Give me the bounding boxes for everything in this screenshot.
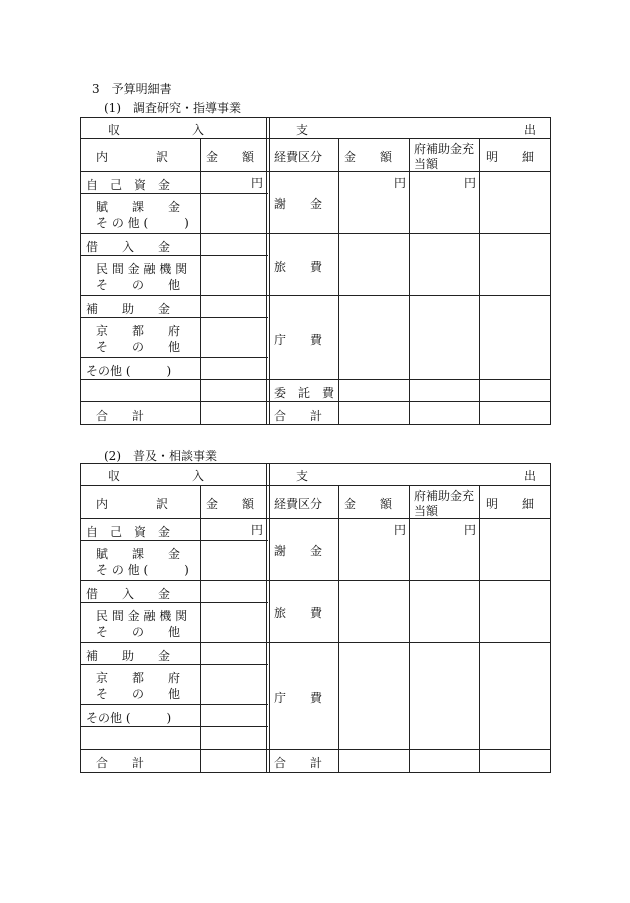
table1-income-item: 借 入 金 [86, 240, 171, 254]
table1-expense-category: 謝 金 [274, 197, 323, 211]
section-heading: 3 予算明細書 [92, 82, 172, 96]
table2-yen-amount: 円 [394, 523, 407, 537]
table1-income-item: そ の 他 [96, 278, 181, 292]
table2-expense-header: 支 出 [296, 469, 537, 483]
table1-income-item: 自 己 資 金 [86, 178, 171, 192]
table1-col-detail: 明 細 [486, 150, 535, 164]
table2-income-item: そ の 他 ( ) [96, 563, 189, 577]
table2-income-item: そ の 他 [96, 625, 181, 639]
table2-income-item: 自 己 資 金 [86, 525, 171, 539]
table1-col-subsidy-line1: 府補助金充 [414, 142, 475, 156]
table1-expense-category: 旅 費 [274, 260, 323, 274]
table2-subtitle: (2) 普及・相談事業 [104, 449, 217, 463]
table2-income-total: 合 計 [96, 756, 145, 770]
table1-income-item: そ の 他 [96, 340, 181, 354]
table1-income-total: 合 計 [96, 409, 145, 423]
table1-income-header: 収 入 [108, 123, 205, 137]
table1-income-item: 京 都 府 [96, 324, 181, 338]
table2-col-category: 経費区分 [274, 497, 323, 511]
table2-income-item: そ の 他 [96, 687, 181, 701]
table1-col-category: 経費区分 [274, 150, 323, 164]
table1-income-item: 賦 課 金 [96, 200, 181, 214]
table2-col-subsidy-line2: 当額 [414, 504, 439, 518]
table2-expense-category: 謝 金 [274, 544, 323, 558]
table2-expense-category: 旅 費 [274, 606, 323, 620]
table1-expense-category: 委 託 費 [274, 386, 335, 400]
table1-col-item: 内 訳 [96, 150, 169, 164]
table2-yen-income: 円 [251, 523, 264, 537]
table2-col-subsidy-line1: 府補助金充 [414, 489, 475, 503]
table2-col-amount2: 金 額 [344, 497, 393, 511]
table2-col-amount: 金 額 [206, 497, 255, 511]
table1-yen-income: 円 [251, 176, 264, 190]
table2-income-item: 賦 課 金 [96, 547, 181, 561]
table2-income-item: 京 都 府 [96, 671, 181, 685]
table1-subtitle: (1) 調査研究・指導事業 [104, 101, 241, 115]
table1-expense-header: 支 出 [296, 123, 537, 137]
table1-expense-total: 合 計 [274, 409, 323, 423]
table1-income-item: 民 間 金 融 機 関 [96, 262, 188, 276]
table1-income-item: 補 助 金 [86, 302, 171, 316]
table1-yen-subsidy: 円 [464, 176, 477, 190]
table2-income-header: 収 入 [108, 469, 205, 483]
table2-income-item: 借 入 金 [86, 587, 171, 601]
table2-col-item: 内 訳 [96, 497, 169, 511]
table2-income-item: その他 ( ) [86, 711, 172, 725]
table1-yen-amount: 円 [394, 176, 407, 190]
table2-col-detail: 明 細 [486, 497, 535, 511]
table1-col-amount: 金 額 [206, 150, 255, 164]
table1-col-amount2: 金 額 [344, 150, 393, 164]
table1-col-subsidy-line2: 当額 [414, 157, 439, 171]
table2-yen-subsidy: 円 [464, 523, 477, 537]
table2-income-item: 民 間 金 融 機 関 [96, 609, 188, 623]
table1-expense-category: 庁 費 [274, 333, 323, 347]
table2-expense-total: 合 計 [274, 756, 323, 770]
table2-income-item: 補 助 金 [86, 649, 171, 663]
table2-expense-category: 庁 費 [274, 691, 323, 705]
table1-income-item: そ の 他 ( ) [96, 216, 189, 230]
table1-income-item: その他 ( ) [86, 364, 172, 378]
